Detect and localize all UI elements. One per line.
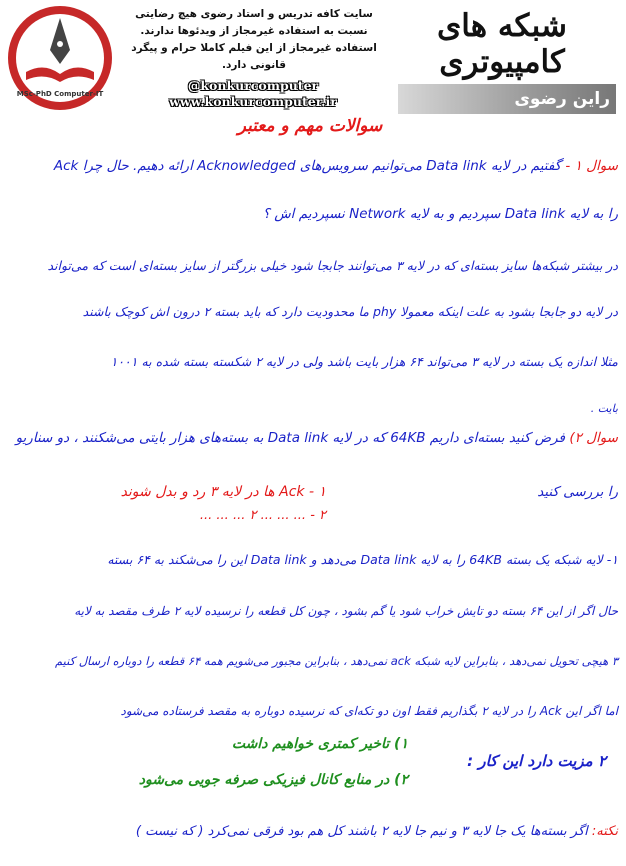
answer-2-line-3: ۳ هیچی تحویل نمی‌دهد ، بنابراین لایه شبکه ack نمی‌دهد ، بنابراین مجبور می‌شویم همه ۶۴ قطعه را دوباره ارسال کنیم <box>54 654 618 668</box>
answer-2-line-2: حال اگر از این ۶۴ بسته دو تایش خراب شود یا گم بشود ، چون کل قطعه را نرسیده لایه ۲ طرف مقصد به لایه <box>74 604 618 618</box>
note-text: اگر بسته‌ها یک جا لایه ۳ و نیم جا لایه ۲ باشند کل هم بود فرقی نمی‌کرد ( که نیست ) <box>135 824 588 839</box>
brand-title: شبکه های کامپیوتری <box>437 8 567 80</box>
social-handle[interactable]: @konkurcomputer <box>187 78 319 93</box>
question-2-item-1: ۱ - Ack ها در لایه ۳ رد و بدل شوند <box>120 484 326 500</box>
question-2-text: فرض کنید بسته‌ای داریم 64KB که در لایه Data link به بسته‌های هزار بایتی می‌شکنند ، دو سناریو <box>15 430 566 446</box>
question-2-label: سوال ۲) <box>569 430 618 446</box>
site-logo <box>4 2 116 114</box>
benefit-1: ۱) تاخیر کمتری خواهیم داشت <box>231 736 408 752</box>
question-1-text: گفتیم در لایه Data link می‌توانیم سرویس‌های Acknowledged ارائه دهیم. حال چرا Ack <box>53 158 562 174</box>
note-line <box>136 824 618 839</box>
website-link[interactable]: www.konkurcomputer.ir <box>169 94 337 109</box>
answer-1-line-1: در بیشتر شبکه‌ها سایز بسته‌ای که در لایه ۳ می‌توانند جابجا شود خیلی بزرگتر از سایز بسته‌ای است که می‌تواند <box>47 258 618 273</box>
page-title: سوالات مهم و معتبر <box>237 116 383 136</box>
question-1-line-1 <box>8 158 618 174</box>
question-1-line-2: را به لایه Data link سپردیم و به لایه Network نسپردیم اش ؟ <box>262 206 618 222</box>
answer-1-line-2: در لایه دو جابجا بشود به علت اینکه معمولا phy ما محدودیت دارد که باید بسته ۲ درون اش کوچک باشند <box>82 304 618 319</box>
answer-1-line-4: بایت . <box>590 402 618 415</box>
usage-notice: سایت کافه تدریس و استاد رضوی هیچ رضایتی نسبت به استفاده غیرمجاز از ویدئوها ندارند. استفاده غیرمجاز از این فیلم کاملا حرام و پیگرد قانونی دارد. <box>131 8 377 71</box>
answer-1-line-3: مثلا اندازه یک بسته در لایه ۳ می‌تواند ۶۴ هزار بایت باشد ولی در لایه ۲ شکسته بسته شده به ۱۰۰۱ <box>110 354 618 369</box>
note-label: نکته: <box>591 824 618 839</box>
question-2-line-2: را بررسی کنید <box>537 484 618 500</box>
question-2-line-1 <box>16 430 618 446</box>
logo-text: MSc-PhD Computer-IT <box>16 90 104 98</box>
answer-2-line-4: اما اگر این Ack را در لایه ۲ بگذاریم فقط اون دو تکه‌ای که نرسیده دوباره به مقصد فرستاده می‌شود <box>120 704 618 718</box>
question-1-label: سوال ۱ - <box>565 158 618 174</box>
answer-2-line-1: ۱- لایه شبکه یک بسته 64KB را به لایه Data link می‌دهد و Data link این را می‌شکند به ۶۴ بسته <box>107 552 618 567</box>
question-2-item-2: ۲ - ... ... ... ۲ ... ... ... <box>199 508 326 523</box>
benefits-label: ۲ مزیت دارد این کار : <box>467 752 606 770</box>
page-header <box>0 0 626 118</box>
benefit-2: ۲) در منابع کانال فیزیکی صرفه جویی می‌شود <box>138 772 408 788</box>
social-info <box>118 78 388 110</box>
author-name: راین رضوی <box>514 89 610 109</box>
